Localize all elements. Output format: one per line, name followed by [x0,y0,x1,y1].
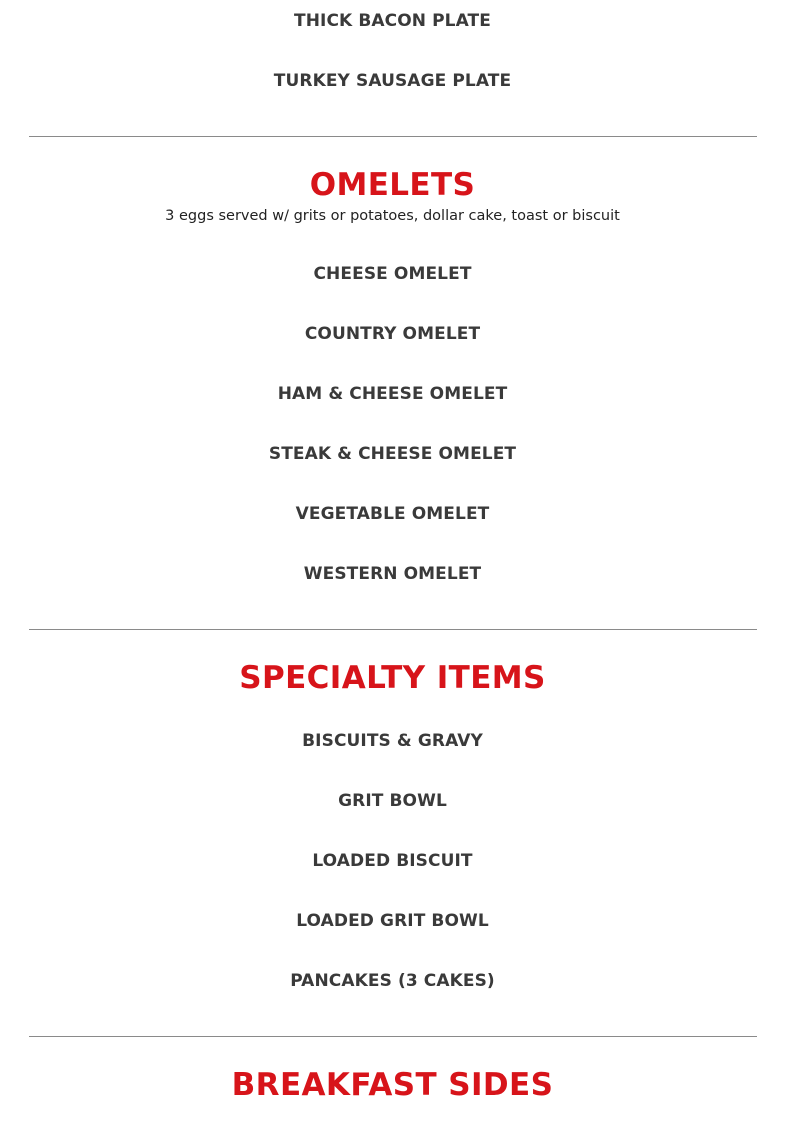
section-divider [29,1036,757,1037]
section-description-omelets: 3 eggs served w/ grits or potatoes, dollar cake, toast or biscuit [165,208,620,224]
section-divider [29,136,757,137]
menu-item-vegetable-omelet: VEGETABLE OMELET [295,504,490,524]
menu-item-thick-bacon-plate: THICK BACON PLATE [294,11,491,31]
menu-item-western-omelet: WESTERN OMELET [303,564,482,584]
section-title-breakfast-sides: BREAKFAST SIDES [231,1067,554,1103]
menu-item-cheese-omelet: CHEESE OMELET [313,264,472,284]
menu-item-grit-bowl: GRIT BOWL [338,791,447,811]
menu-item-turkey-sausage-plate: TURKEY SAUSAGE PLATE [273,71,512,91]
menu-item-ham-cheese-omelet: HAM & CHEESE OMELET [277,384,508,404]
section-title-specialty-items: SPECIALTY ITEMS [239,660,546,696]
section-divider [29,629,757,630]
menu-item-steak-cheese-omelet: STEAK & CHEESE OMELET [268,444,517,464]
menu-item-country-omelet: COUNTRY OMELET [304,324,481,344]
menu-item-biscuits-gravy: BISCUITS & GRAVY [302,731,483,751]
section-title-omelets: OMELETS [309,167,476,203]
menu-item-loaded-grit-bowl: LOADED GRIT BOWL [296,911,489,931]
menu-item-loaded-biscuit: LOADED BISCUIT [312,851,473,871]
menu-item-pancakes: PANCAKES (3 CAKES) [290,971,495,991]
